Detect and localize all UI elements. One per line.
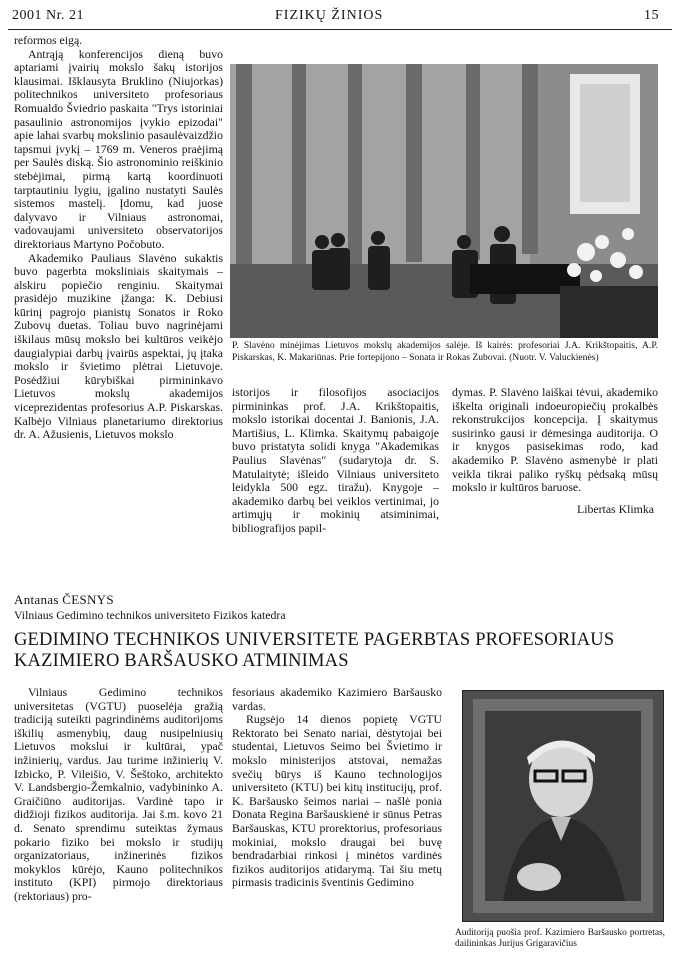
article2-affiliation: Vilniaus Gedimino technikos universiteto Fizikos katedra	[14, 608, 286, 622]
article2-title: GEDIMINO TECHNIKOS UNIVERSITETE PAGERBTAS PROFESORIAUS KAZIMIERO BARŠAUSKO ATMINIMAS	[14, 630, 615, 671]
conference-photo	[230, 64, 658, 338]
paragraph: fesoriaus akademiko Kazimiero Baršausko vardas.	[232, 685, 442, 713]
paragraph: Rugsėjo 14 dienos popietę VGTU Rektorato bei Senato nariai, dėstytojai bei studentai, Lietuvos Seimo bei Švietimo ir mokslo ministerijos atstovai, nemažas svečių būrys iš Kauno technologijos universiteto (KTU) bei kitų institucijų, prof. K. Baršausko šeimos nariai – našlė ponia Donata Regina Baršauskienė ir sūnus Petras Baršauskas, KTU prorektorius, profesoriaus mokiniai, mokslo draugai bei buvę bendradarbiai rinkosi į minėtos vardinės fizikos auditorijos atidarymą. Tai šiu metų pirmasis tradicinis šventinis Gedimino	[232, 712, 442, 890]
journal-title: FIZIKŲ ŽINIOS	[275, 8, 384, 23]
header-rule	[8, 29, 672, 30]
portrait-photo	[462, 690, 664, 922]
conference-photo-image	[230, 64, 658, 338]
article1-column2	[232, 386, 439, 536]
conference-photo-caption: P. Slavėno minėjimas Lietuvos mokslų akademijos salėje. Iš kairės: profesoriai J.A. Krikštopaitis, A.P. Piskarskas, K. Makariūnas. Prie fortepijono – Sonata ir Rokas Zubovai. (Nuotr. V. Valuckienės)	[232, 340, 658, 363]
paragraph: reformos eigą.	[14, 33, 83, 47]
paragraph: dymas. P. Slavėno laiškai tėvui, akademiko iškelta originali indoeuropiečių prokalbės rekonstrukcijos koncepcija. Į skaitymus susirinko gausi ir dėmesinga auditorija. O ir knygos pasisekimas rodo, kad akademiko P. Slavėno asmenybė ir plati veikla tikrai paliko ryškų pėdsaką mūsų mokslo ir kultūros baruose.	[452, 385, 658, 495]
page-number: 15	[644, 8, 659, 23]
article1-column1	[14, 34, 223, 442]
issue-number: 2001 Nr. 21	[12, 8, 84, 23]
article1-column3	[452, 386, 658, 516]
article2-column1	[14, 686, 223, 904]
article2-column2	[232, 686, 442, 890]
portrait-caption: Auditoriją puošia prof. Kazimiero Baršausko portretas, dailininkas Jurijus Grigaravičius	[455, 928, 665, 949]
paragraph: Akademiko Pauliaus Slavėno sukaktis buvo pagerbta moksliniais skaitymais – alskiru popiečio renginiu. Skaitymai prasidėjo muzikine įžanga: K. Debiusi kūrinį pagrojo pianistų Sonatos ir Roko Zubovų duetas. Toliau buvo nagrinėjami iškilaus mūsų mokslo bei kultūros veikėjo daugialypiai darbų įvairūs aspektai, jų įtaka mokslo ir švietimo plėtrai Lietuvoje. Posėdžiui kūrybiškai pirmininkavo Lietuvos mokslų akademijos viceprezidentas profesorius A.P. Piskarskas. Kalbėjo Vilniaus planetariumo direktorius dr. A. Ažusienis, Lietuvos mokslo	[14, 250, 223, 442]
paragraph: Vilniaus Gedimino technikos universitetas (VGTU) puoselėja gražią tradiciją suteikti pagrindinėms auditorijoms iškilių asmenybių, daug nusipelniusių Lietuvos mokslui ir kultūrai, ypač inžinierių, vardus. Jau turime inžinierių V. Izbicko, P. Vileišio, V. Šeštoko, architekto V. Landsbergio-Žemkalnio, vadybininko A. Graičiūno auditorijas. Vardinė tapo ir didžioji fizikos auditorija. Jai š.m. kovo 21 d. Senato sprendimu suteiktas žymaus pokario fiziko bei mokslo ir studijų organizatoriaus, inžinerinės fizikos mokyklos kūrėjo, Kauno politechnikos instituto (KPI) pirmojo direktoriaus (rektoriaus) pro-	[14, 685, 223, 903]
paragraph: istorijos ir filosofijos asociacijos pirmininkas prof. J.A. Krikštopaitis, mokslo istorikai docentai J. Banionis, J.A. Martišius, L. Klimka. Skaitymų pabaigoje buvo pristatyta solidi knyga "Akademikas Paulius Slavėnas" (sudarytoja dr. S. Matulaitytė; išleido Vilniaus universiteto leidykla 500 egz. tiražu). Knygoje – akademiko darbų bei veiklos vertinimai, jo artimųjų ir mokinių atsiminimai, bibliografijos papil-	[232, 385, 439, 535]
portrait-image	[463, 691, 663, 921]
paragraph: Antrąją konferencijos dieną buvo aptariami įvairių mokslo šakų istorijos klausimai. Išklausyta Bruklino (Niujorkas) politechnikos universiteto profesoriaus Romualdo Šviedrio paskaita "Trys istoriniai pasaulinio astronomijos įvykio epizodai" apie lahai svarbų mokslinio pasaulėvaizdžio tapsmui įvykį – 1769 m. Veneros praėjimą per Saulės diską. Šio astronominio reiškinio stebėjimai, pirmą kartą koordinuoti tarptautiniu lygiu, įgalino nustatyti Saulės sistemos mastelį. Įdomu, kad juose dalyvavo ir Vilniaus astronomai, vadovaujami universiteto observatorijos direktoriaus Martyno Počobuto.	[14, 46, 223, 251]
article2-author: Antanas ČESNYS	[14, 592, 114, 607]
article1-signature: Libertas Klimka	[577, 501, 654, 516]
